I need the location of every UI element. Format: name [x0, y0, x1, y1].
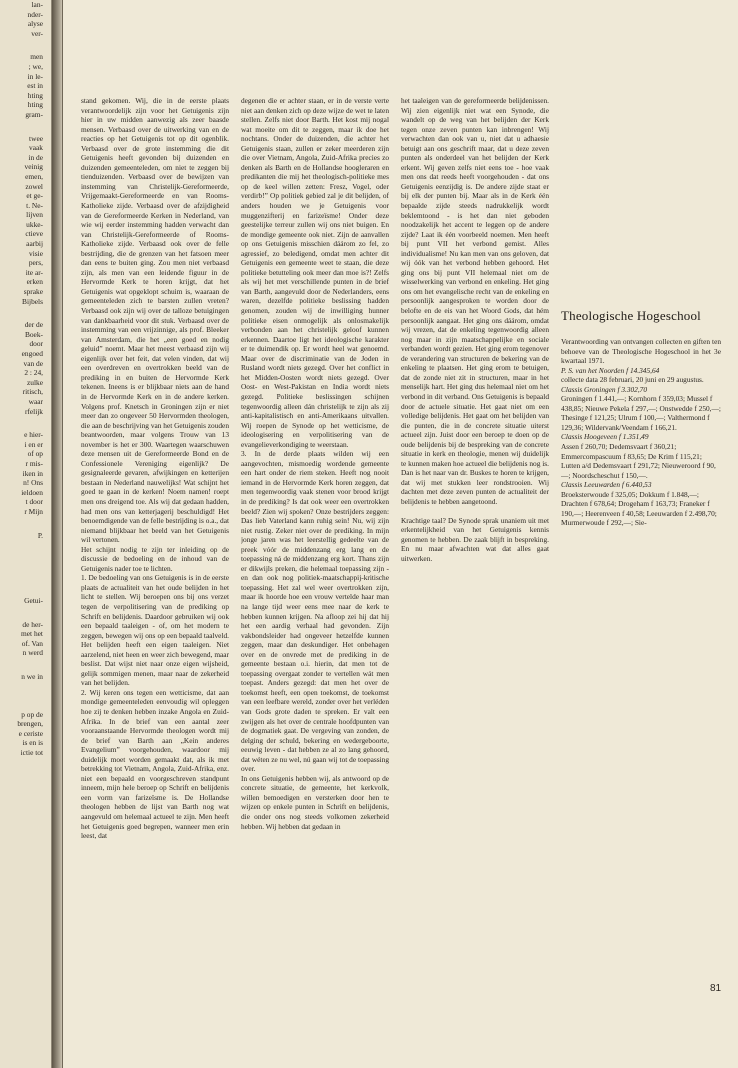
prev-page-fragment	[0, 582, 51, 596]
prev-page-fragment: n werd	[22, 648, 43, 658]
collection-entry: Assen f 260,70; Dedemsvaart f 360,21; Emmercompascuum f 83,65; De Krim f 115,21; Lutten a/d Dedemsvaart f 291,72; Nieuweroord f 90,—; Noordscheschut f 150,—.	[561, 442, 716, 480]
section-title: Theologische Hogeschool	[561, 308, 701, 323]
prev-page-fragment: ver-	[31, 28, 43, 38]
column-1	[81, 96, 229, 1006]
page	[62, 0, 738, 1068]
prev-page-fragment: zulke	[26, 377, 43, 387]
prev-page-fragment: lijven	[26, 210, 43, 220]
previous-page-edge	[0, 0, 52, 1068]
prev-page-fragment: ctieve	[25, 229, 43, 239]
prev-page-fragment: van de	[23, 358, 43, 368]
prev-page-fragment: Bijbels	[22, 296, 43, 306]
prev-page-fragment: in de	[28, 152, 43, 162]
prev-page-fragment: ite ar-	[25, 267, 43, 277]
prev-page-fragment	[0, 38, 51, 52]
prev-page-fragment: emen,	[25, 171, 43, 181]
prev-page-fragment: men	[30, 52, 43, 62]
prev-page-fragment: sprake	[23, 287, 43, 297]
prev-page-fragment: i en er	[24, 439, 43, 449]
prev-page-fragment: aarbij	[26, 239, 43, 249]
classis-heading: P. S. van het Noorden f 14.345,64	[561, 365, 660, 375]
prev-page-fragment: alyse	[27, 19, 43, 29]
prev-page-fragment: erken	[26, 277, 43, 287]
prev-page-fragment: hting	[27, 90, 43, 100]
prev-page-fragment: ; we,	[28, 61, 43, 71]
prev-page-fragment	[0, 120, 51, 134]
prev-page-fragment	[0, 658, 51, 672]
prev-page-fragment: ukke-	[26, 219, 43, 229]
prev-page-fragment: met het	[21, 629, 43, 639]
prev-page-fragment: der de	[24, 320, 43, 330]
prev-page-fragment	[0, 696, 51, 710]
prev-page-fragment: engoed	[21, 349, 43, 358]
prev-page-fragment	[0, 682, 51, 696]
prev-page-fragment: ictie tot	[20, 748, 43, 758]
paragraph: In ons Getuigenis hebben wij, als antwoord op de concrete situatie, de gemeente, het kerkvolk, willen bemoedigen en versterken door hen te wijzen op enkele punten in Schrift en belijdenis, die onder ons nog steeds volkomen zekerheid hebben. Wij hebben dat gedaan in	[241, 773, 389, 831]
prev-page-fragment: ritisch,	[22, 387, 43, 397]
prev-page-fragment: est in	[27, 81, 43, 91]
prev-page-fragment: r mis-	[25, 458, 43, 468]
prev-page-fragment: vaak	[29, 143, 43, 153]
collection-entry: Broeksterwoude f 325,05; Dokkum f 1.848,—; Drachten f 678,64; Drogeham f 163,73; Franeker f 190,—; Heerenveen f 40,58; Leeuwarden f 2.498,70; Murmerwoude f 292,—; Sie-	[561, 489, 717, 528]
prev-page-fragment	[0, 540, 51, 554]
prev-page-fragment: in le-	[27, 71, 43, 81]
prev-page-fragment	[0, 416, 51, 430]
prev-page-fragment	[0, 606, 51, 620]
column-4	[561, 96, 721, 1006]
prev-page-fragment: zowel	[25, 181, 43, 191]
prev-page-fragment: door	[29, 339, 43, 349]
prev-page-fragment: t door	[25, 497, 43, 507]
section-intro: Verantwoording van ontvangen collecten en giften ten behoeve van de Theologische Hogeschool in het 3e kwartaal 1971.	[561, 337, 721, 366]
prev-page-fragment: e hier-	[24, 430, 43, 440]
page-number: 81	[710, 983, 722, 994]
paragraph: Krachtige taal? De Synode sprak unaniem uit met erkentelijkheid van het Getuigenis kennis genomen te hebben. De zaak blijft in bespreking. En nu maar afwachten wat dat alles gaat uitwerken.	[401, 515, 549, 563]
prev-page-fragment: n we in	[21, 672, 43, 682]
prev-page-fragment: e ceriste	[18, 728, 43, 738]
paragraph: Het schijnt nodig te zijn ter inleiding op de discussie de bedoeling en de inhoud van de Getuigenis nader toe te lichten.	[81, 544, 229, 573]
prev-page-fragment: ieldoen	[21, 487, 43, 497]
prev-page-fragment	[0, 517, 51, 531]
collection-entry: Groningen f 1.441,—; Kornhorn f 359,03; Mussel f 438,85; Nieuwe Pekela f 297,—; Onstwedde f 250,—; Thesinge f 121,25; Ulrum f 100,—; Valthermond f 129,36; Wildervank/Veendam f 166,21.	[561, 394, 721, 432]
prev-page-fragment: of op	[27, 449, 43, 459]
prev-page-fragment: p op de	[21, 709, 43, 719]
prev-page-fragment: n! Ons	[23, 478, 43, 488]
prev-page-fragment: twee	[29, 133, 43, 143]
collection-list	[561, 366, 721, 528]
classis-heading: Classis Leeuwarden f 6.440,53	[561, 480, 652, 490]
prev-page-fragment	[0, 306, 51, 320]
prev-page-fragment: lan-	[31, 0, 43, 9]
prev-page-fragment: Boek-	[24, 329, 43, 339]
paragraph: 3. In de derde plaats wilden wij een aangevochten, mismoedig wordende gemeente een hart onder de riem steken. Heeft nog nooit iemand in de Hervormde Kerk horen zeggen, dat men tegenwoordig vaak stenen voor brood krijgt in de prediking? Is dat ook weer een overtrokken beeld? Zien wij spoken? Onze bestrijders zeggen: Das lieb Vaterland kann ruhig sein! Nu, wij zijn niet rustig. Zeker niet over de prediking. In mijn jonge jaren was het leerstellig gedeelte van de preek vóór de middenzang erg lang en de toepassing ná de middenzang erg kort. Thans zijn er dikwijls preken, die helemaal toepassing zijn - en dan ook nog politiek-maatschappij-kritische toepassing. Het zal wel weer overtrokken zijn, maar ik hoorde hoe een vrouw vertelde haar man na lange tijd weer eens mee naar de kerk te hebben kunnen krijgen. Na afloop zei hij dat hij het een aardig verhaal had gevonden. Zijn vakbondsleider had ongeveer hetzelfde kunnen zeggen, maar dan deskundiger. Het onbehagen over en de onvrede met de prediking in de gemeente bestaan o.i. hierin, dat men tot de toepassing overgaat zonder te vertellen wát men toepast. Anders gezegd: dat men het over de toekomst heeft, een open toekomst, de toekomst van een leefbare wereld, zonder over het verléden van Gods grote daden te spreken. Er valt een zwijgen als het over de centrale hoofdpunten van de dogmatiek gaat. De vergeving van zonden, de delging der schuld, bekering en wedergeboorte, eeuwig leven - dat hebben ze al zo lang gehoord, dat wéten ze nu wel, nú gaan wij tot de toepassing over.	[241, 449, 389, 774]
prev-page-fragment: t. Ne-	[26, 200, 43, 210]
classis-heading: Classis Groningen f 3.302,70	[561, 384, 648, 394]
prev-page-fragment	[0, 554, 51, 568]
column-2	[241, 96, 389, 1006]
prev-page-fragment: nder-	[27, 9, 43, 19]
prev-page-fragment: pers,	[28, 258, 43, 268]
paragraph: 2. Wij keren ons tegen een wetticisme, dat aan mondige gemeenteleden eenvoudig wil opleggen hoe zij te denken hebben inzake Angola en Zuid-Afrika. In de brief van een aantal zeer vooraanstaande Hervormde theologen wordt mij de brief van Barth aan „Kein anderes Evangelium” voorgehouden, waardoor mij duidelijk moet worden gemaakt dat, als ik met betrekking tot Vietnam, Angola, Zuid-Afrika, enz. niet een bepaald en voorgeschreven standpunt inneem, mijn hele beroep op Schrift en belijdenis een vorm van farizeïsme is. De Hollandse theologen hebben de lijst van Barth nog wat aangevuld om helemaal actueel te zijn. Men heeft het Getuigenis goed begrepen, wanneer men erin leest, dat	[81, 687, 229, 841]
prev-page-fragment: et ge-	[26, 191, 43, 201]
prev-page-fragment: de her-	[22, 619, 43, 629]
prev-page-fragment: of. Van	[21, 638, 43, 648]
prev-page-fragment: brengen,	[17, 719, 43, 729]
prev-page-fragment: veinig	[24, 162, 43, 172]
prev-page-fragment: waar	[28, 396, 43, 406]
prev-page-fragment: gram-	[25, 109, 43, 119]
prev-page-fragment: 2 : 24,	[24, 368, 43, 378]
paragraph: stand gekomen. Wij, die in de eerste plaats verantwoordelijk zijn voor het Getuigenis zijn hier in uw midden aanwezig als zeer baasde mensen. Verbaasd over de uitwerking van en de reacties op het Getuigenis tot op dit ogenblik. Verbaasd over de grote instemming die dit Getuigenis heeft gevonden bij duizenden en duizenden gemeenteleden, om niet te zeggen bij tienduizenden. Verbaasd over de bewijzen van instemming van Christelijk-Gereformeerde, Vrijgemaakt-Gereformeerde en van Rooms-Katholieke zijde. Verbaasd over de afzijdigheid van de Gereformeerde Kerken in Nederland, van wie wij eerder instemming hadden verwacht dan van Christelijk-Gereformeerde of Rooms-Katholieke zijde. Verbaasd ook over de felle bestrijding, die de grenzen van het fatsoen meer dan eens te buiten ging. Zou men niet verbaasd zijn, als men van een leidende figuur in de Hervormde Kerk te horen krijgt, dat het Getuigenis wat opgeklopt schuim is, waaraan de gemeenteleden zich te barsten zullen vreten? Verbaasd ook zijn wij over de talloze betuigingen van dankbaarheid voor dit stuk. Verbaasd over de instemming van een vrijzinnige, als prof. Bleeker van Amsterdam, die het „een goed en nodig geluid” noemt. Maar het meest verbaasd zijn wij eigenlijk over het feit, dat velen vinden, dat wij een overdreven en overtrokken beeld van de prediking in en buiten de Hervormde Kerk tekenen. Ineens is er blijkbaar niets aan de hand in de Hervormde Kerk en in de andere kerken. Volgens prof. Knetsch in Groningen zijn er niet meer dan zo ongeveer 50 Hervormden theologen, die aan de beschrijving van het Getuigenis zouden beantwoorden, maar volgens Trouw van 13 november is het er 300. Waartegen waarschuwen deze mensen uit de Gereformeerde Bond en de Confessionele Vereniging eigenlijk? De gesignaleerde gevaren, afwijkingen en ketterijen bestaan in Nederland nauwelijks! Wat schijnt het goed te gaan in de kerken! Noem namen! roept men ons dreigend toe. Als wij dat gedaan hadden, had men ons van ketterjagerij beschuldigd! Het benoemdigende van de felle bestrijding is o.a., dat niemand blijkbaar het beeld van het Getuigenis wil vertonen.	[81, 96, 229, 545]
classis-heading: Classis Hoogeveen f 1.351,49	[561, 432, 649, 442]
paragraph: degenen die er achter staan, er in de verste verte niet aan denken zich op deze wijze de wet te laten stellen. Zelfs niet door Barth. Het kost mij nogal wat moeite om dit te zeggen, maar ik doe het nochtans. Onder de duizenden, die achter het Getuigenis staan, zullen er zeker meerderen zijn die over Vietnam, Angola, Zuid-Afrika precies zo denken als Barth en de Hollandse hoogleraren en predikanten die mij het theologisch-politieke mes op de keel willen zetten: Fresz, Vogel, oder verdirb!” Op politiek gebied zal je dit belijden, of anders houden we je Getuigenis voor muggenzifterij en farizeïsme! Onder deze geestelijke terreur zullen wij ons niet buigen. En de mondige gemeente ook niet. Zijn de aanvallen op ons Getuigenis misschien dáárom zo fel, zo agressief, zo beledigend, omdat men achter dit Getuigenis een gemeente weet te staan, die deze politieke betutteling ook meer dan moe is?! Zelfs als wij het met verschillende punten in de brief van Barth, aangevuld door de Nederlanders, eens waren, dezelfde politieke beslissing hadden genomen, zouden wij de inwilliging hunner politieke eisen onmogelijk als onlosmakelijk verbonden aan het christelijk geloof kunnen erkennen. Daartoe ligt het ideologische karakter er te duimendik op. Er wordt heel wat genoemd. Maar over de discriminatie van de Joden in Rusland wordt niets gezegd. Over het conflict in het Midden-Oosten wordt niets gezegd. Over Oost- en West-Pakistan en India wordt niets gezegd. Politieke beslissingen schijnen tegenwoordig alleen dán christelijk te zijn als zij anti-kapitalistisch en anti-Amerikaans uitvallen. Wij roepen de Synode op het wetticisme, de ideologisering en verpolitisering van de evangelieverkondiging te weerstaan.	[241, 96, 389, 449]
collection-entry: collecte data 28 februari, 20 juni en 29 augustus.	[561, 375, 704, 385]
prev-page-fragment: visie	[29, 248, 43, 258]
prev-page-fragment: iken in	[22, 468, 43, 478]
prev-page-fragment: hting	[27, 100, 43, 110]
prev-page-fragment: is en is	[22, 738, 43, 748]
paragraph: het taaleigen van de gereformeerde belijdenissen. Wij zien eigenlijk niet wat een Synode, die wandelt op de weg van het belijden der Kerk tegen onze zeven punten kan inbrengen! Wij verwachten dan ook van u, niet dat u adhaesie betuigt aan ons geschrift maar, dat u deze zeven punten als onderdeel van het belijden der Kerk erkent. Wij geven zelfs niet eens toe - hoe vaak men ons dat reeds heeft voorgehouden - dat ons Getuigenis eenzijdig is. De andere zijde staat er bij elk der punten bij. Maar als in de Kerk één bepaalde zijde steeds nadrukkelijk wordt beklemtoond - is het dan niet geboden noodzakelijk het accent te leggen op de andere zijde? Laat ik één voorbeeld noemen. Men heeft bij punt VII het verbond gemist. Alles individualisme! Nu kan men van ons geloven, dat wij óók van het verbond hebben gehoord. Het ging ons bij punt VII helemaal niet om de wisselwerking van verbond en enkeling. Het ging ons om het evangelische recht van de enkeling en persoonlijk aangesproken te worden door de belofte en de eis van het Woord Gods, dat hém persoonlijk aangaat. Het ging ons dáárom, omdat wij vrezen, dat de enkeling tegenwoordig alleen nog maar in zijn maatschappelijke en sociale verbanden wordt gezien. Het ging erom tegenover de verandering van structuren de bekering van de enkeling te plaatsen. Het ging erom te betuigen, dat de zonde niet zit in structuren, maar in het menselijk hart. Het ging dus helemaal niet om het verbond in dit verband. Ons Getuigenis is bepaald door de actuele situatie. Het gaat niet om een volledige belijdenis. Het gaat om het belijden van die punten, die in de concrete situatie uiterst actueel zijn. Juist door een beroep te doen op de oude belijdenis bij de bespreking van de concrete situatie in kerk en theologie, menen wij duidelijk te kunnen maken hoe actueel die belijdenis nog is. Dan is het naar van dr. Buskes te horen te krijgen, dat wij met stukken leer rondstrooien. Wij dachten met deze zeven punten de actualiteit der belijdenis te hebben aangetoond.	[401, 96, 549, 506]
prev-page-fragment	[0, 568, 51, 582]
prev-page-fragment: P.	[37, 530, 43, 540]
prev-page-fragment: r Mijn	[24, 506, 43, 516]
prev-page-fragment: rfelijk	[24, 406, 43, 416]
column-3	[401, 96, 549, 1006]
prev-page-fragment: Getui-	[24, 596, 43, 606]
paragraph: 1. De bedoeling van ons Getuigenis is in de eerste plaats de actualiteit van het oude belijden in het licht te stellen. Wij beroepen ons bij ons verzet tegen de verpolitisering van de prediking op Schrift en belijdenis. Daardoor gebruiken wij ook een bepaald taaleigen - of, om het modern te zeggen, bewegen wij ons op een bepaald taalveld. Het belijden heeft een eigen taaleigen. Niet aarzelend, niet heen en weer zich bewegend, maar beslist. Dat wijst niet naar onze eigen wijsheid, gelijk sommigen menen, maar naar de zekerheid van het belijden.	[81, 573, 229, 688]
